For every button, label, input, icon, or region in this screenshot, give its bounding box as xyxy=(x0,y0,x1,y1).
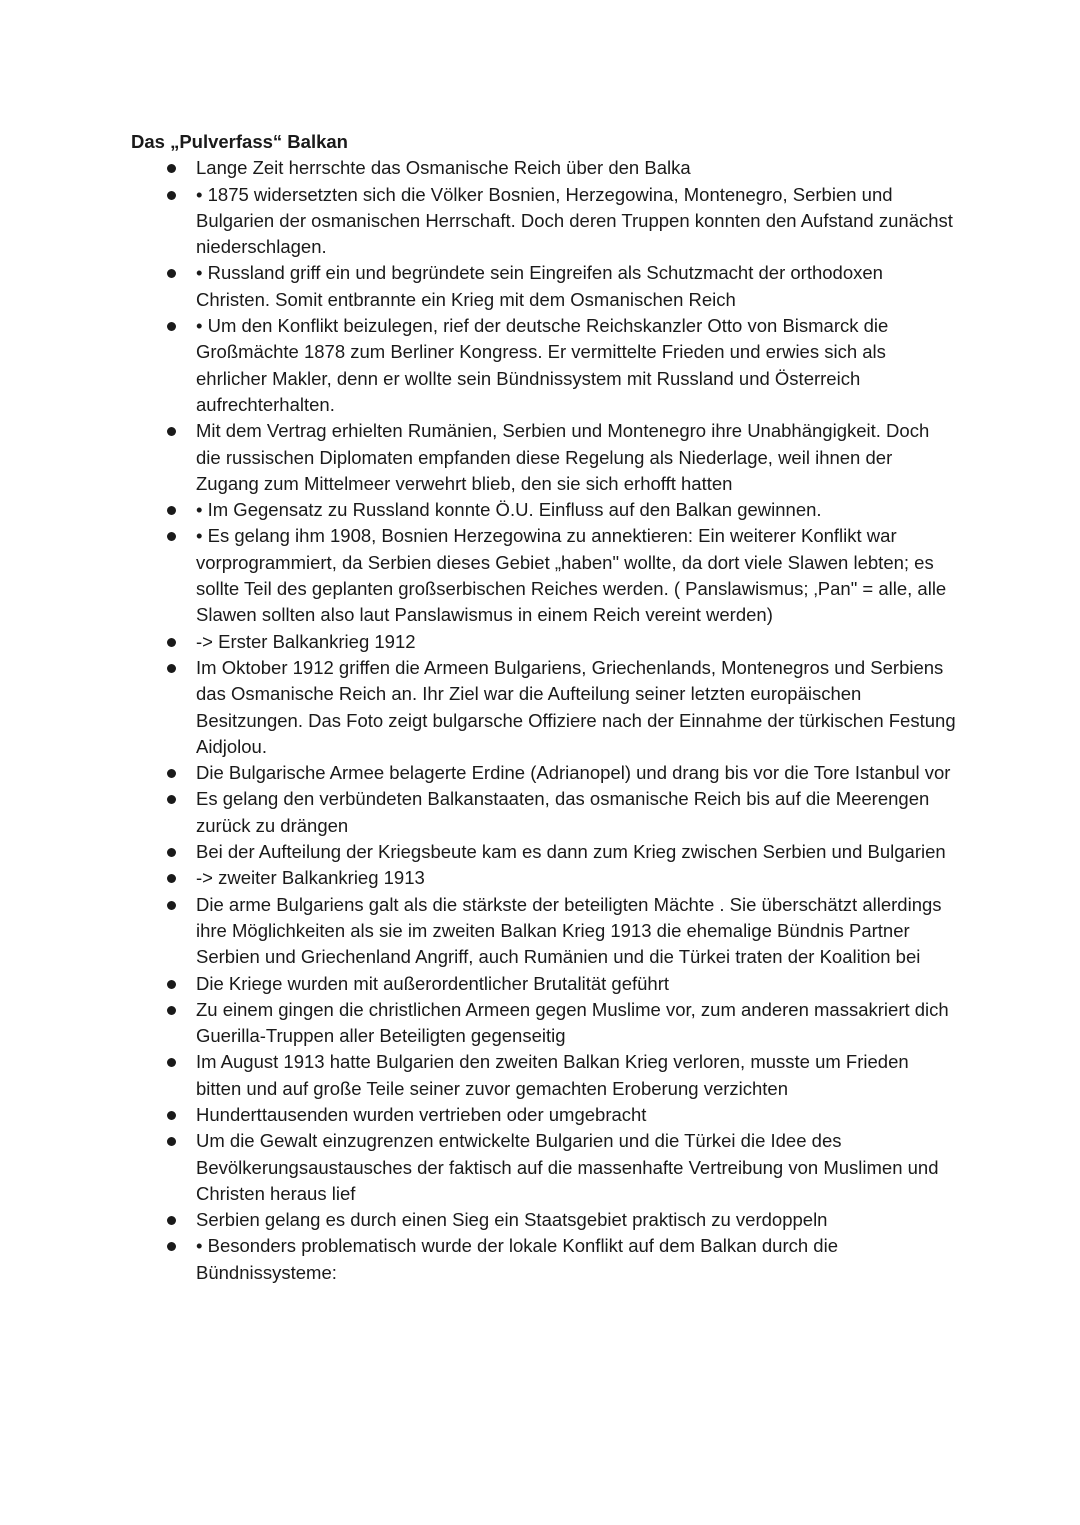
list-item xyxy=(131,523,956,628)
bullet-icon xyxy=(167,1058,176,1067)
list-item-text: Bei der Aufteilung der Kriegsbeute kam es dann zum Krieg zwischen Serbien und Bulgarien xyxy=(196,841,946,863)
bullet-icon xyxy=(167,506,176,515)
list-item xyxy=(131,971,956,997)
list-item xyxy=(131,1207,956,1233)
list-item xyxy=(131,313,956,418)
bullet-icon xyxy=(167,664,176,673)
bullet-icon xyxy=(167,1006,176,1015)
list-item-text: • 1875 widersetzten sich die Völker Bosnien, Herzegowina, Montenegro, Serbien und Bulgarien der osmanischen Herrschaft. Doch deren Truppen konnten den Aufstand zunächst niederschlagen. xyxy=(196,183,953,258)
list-item xyxy=(131,786,956,839)
list-item xyxy=(131,182,956,261)
list-item xyxy=(131,1233,956,1286)
list-item-text: • Um den Konflikt beizulegen, rief der deutsche Reichskanzler Otto von Bismarck die Großmächte 1878 zum Berliner Kongress. Er vermittelte Frieden und erwies sich als ehrlicher Makler, denn er wollte sein Bündnissystem mit Russland und Österreich aufrechterhalten. xyxy=(196,315,889,415)
bullet-icon xyxy=(167,638,176,647)
list-item xyxy=(131,497,956,523)
list-item xyxy=(131,839,956,865)
list-item-text: Mit dem Vertrag erhielten Rumänien, Serbien und Montenegro ihre Unabhängigkeit. Doch die russischen Diplomaten empfanden diese Regelung als Niederlage, weil ihnen der Zugang zum Mittelmeer verwehrt blieb, den sie sich erhofft hatten xyxy=(196,420,930,494)
list-item-text: • Im Gegensatz zu Russland konnte Ö.U. Einfluss auf den Balkan gewinnen. xyxy=(196,499,822,521)
list-item-text: Zu einem gingen die christlichen Armeen gegen Muslime vor, zum anderen massakriert dich Guerilla-Truppen aller Beteiligten gegenseitig xyxy=(196,998,949,1047)
list-item-text: Lange Zeit herrschte das Osmanische Reich über den Balka xyxy=(196,157,691,179)
bullet-icon xyxy=(167,1137,176,1146)
bullet-icon xyxy=(167,1242,176,1251)
list-item xyxy=(131,155,956,181)
list-item-text: Um die Gewalt einzugrenzen entwickelte Bulgarien und die Türkei die Idee des Bevölkerungsaustausches der faktisch auf die massenhafte Vertreibung von Muslimen und Christen heraus lief xyxy=(196,1130,939,1204)
list-item-text: • Russland griff ein und begründete sein Eingreifen als Schutzmacht der orthodoxen Christen. Somit entbrannte ein Krieg mit dem Osmanischen Reich xyxy=(196,262,883,310)
list-item xyxy=(131,997,956,1050)
bullet-icon xyxy=(167,795,176,804)
bullet-list xyxy=(131,155,961,1286)
list-item xyxy=(131,418,956,497)
list-item-text: -> Erster Balkankrieg 1912 xyxy=(196,630,416,652)
bullet-icon xyxy=(167,980,176,989)
bullet-icon xyxy=(167,191,176,200)
list-item-text: -> zweiter Balkankrieg 1913 xyxy=(196,867,425,889)
bullet-icon xyxy=(167,164,176,173)
list-item-text: • Besonders problematisch wurde der lokale Konflikt auf dem Balkan durch die Bündnissysteme: xyxy=(196,1235,838,1283)
bullet-icon xyxy=(167,901,176,910)
bullet-icon xyxy=(167,848,176,857)
list-item-text: Hunderttausenden wurden vertrieben oder umgebracht xyxy=(196,1103,647,1125)
bullet-icon xyxy=(167,769,176,778)
bullet-icon xyxy=(167,532,176,541)
list-item xyxy=(131,1049,956,1102)
list-item-text: Serbien gelang es durch einen Sieg ein Staatsgebiet praktisch zu verdoppeln xyxy=(196,1209,828,1231)
list-item xyxy=(131,892,956,971)
document-page xyxy=(131,129,961,1286)
bullet-icon xyxy=(167,874,176,883)
document-title: Das „Pulverfass“ Balkan xyxy=(131,131,348,152)
list-item xyxy=(131,629,956,655)
list-item-text: Im August 1913 hatte Bulgarien den zweiten Balkan Krieg verloren, musste um Frieden bitten und auf große Teile seiner zuvor gemachten Eroberung verzichten xyxy=(196,1051,909,1099)
list-item-text: • Es gelang ihm 1908, Bosnien Herzegowina zu annektieren: Ein weiterer Konflikt war vorprogrammiert, da Serbien dieses Gebiet „haben" wollte, da dort viele Slawen lebten; es sollte Teil des geplanten großserbischen Reiches werden. ( Panslawismus; ‚Pan" = alle, alle Slawen sollten also laut Panslawismus in einem Reich vereint werden) xyxy=(196,525,947,626)
bullet-icon xyxy=(167,322,176,331)
list-item xyxy=(131,760,956,786)
bullet-icon xyxy=(167,427,176,436)
list-item-text: Im Oktober 1912 griffen die Armeen Bulgariens, Griechenlands, Montenegros und Serbiens das Osmanische Reich an. Ihr Ziel war die Aufteilung seiner letzten europäischen Besitzungen. Das Foto zeigt bulgarsche Offiziere nach der Einnahme der türkischen Festung Aidjolou. xyxy=(196,656,956,757)
bullet-icon xyxy=(167,1216,176,1225)
list-item xyxy=(131,865,956,891)
list-item-text: Es gelang den verbündeten Balkanstaaten, das osmanische Reich bis auf die Meerengen zurück zu drängen xyxy=(196,788,930,836)
list-item xyxy=(131,260,956,313)
list-item xyxy=(131,655,956,760)
list-item-text: Die Kriege wurden mit außerordentlicher Brutalität geführt xyxy=(196,972,670,994)
list-item xyxy=(131,1102,956,1128)
list-item-text: Die arme Bulgariens galt als die stärkste der beteiligten Mächte . Sie überschätzt allerdings ihre Möglichkeiten als sie im zweiten Balkan Krieg 1913 die ehemalige Bündnis Partner Serbien und Griechenland Angriff, auch Rumänien und die Türkei traten der Koalition bei xyxy=(196,893,942,968)
list-item xyxy=(131,1128,956,1207)
list-item-text: Die Bulgarische Armee belagerte Erdine (Adrianopel) und drang bis vor die Tore Istanbul vor xyxy=(196,762,951,784)
bullet-icon xyxy=(167,269,176,278)
bullet-icon xyxy=(167,1111,176,1120)
